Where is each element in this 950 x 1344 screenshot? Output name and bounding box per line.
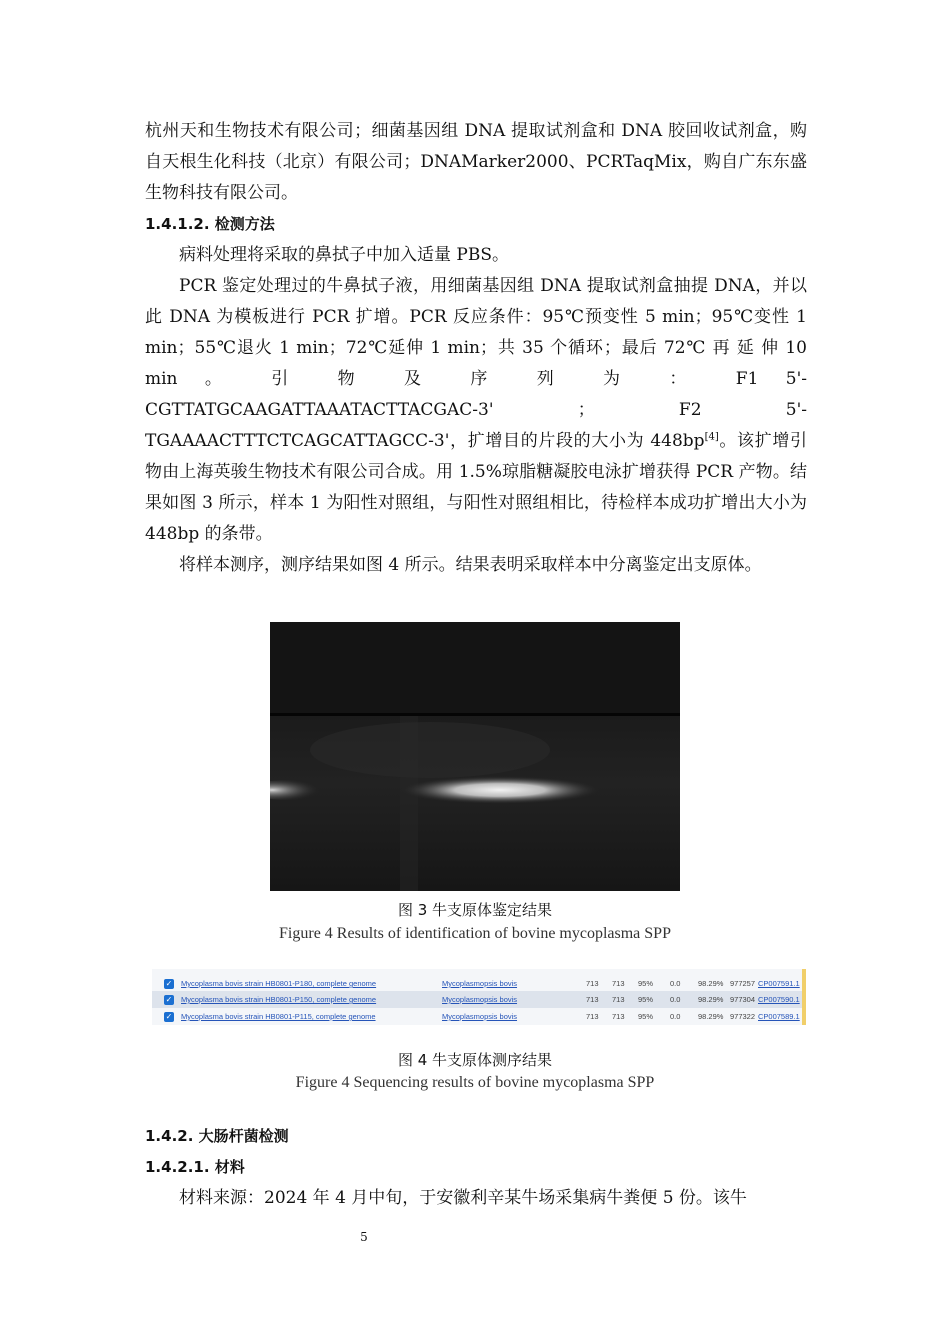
- accession-length: 977304: [730, 995, 756, 1004]
- citation: [4]: [704, 431, 719, 443]
- heading-ecoli-detection: 1.4.2. 大肠杆菌检测: [145, 1127, 289, 1145]
- paragraph-sequencing: 将样本测序，测序结果如图 4 所示。结果表明采取样本中分离鉴定出支原体。: [179, 555, 762, 575]
- paragraph-pcr-primer1: CGTTATGCAAGATTAAATACTTACGAC-3' ； F2 5'-: [145, 400, 807, 420]
- paragraph-sample-processing: 病料处理将采取的鼻拭子中加入适量 PBS。: [179, 245, 509, 265]
- scrollbar[interactable]: [802, 969, 806, 1025]
- total-score: 713: [612, 1012, 625, 1021]
- paragraph-pcr-part2: [145, 426, 807, 550]
- percent-identity: 98.29%: [698, 979, 724, 988]
- heading-detection-method: 1.4.1.2. 检测方法: [145, 215, 275, 233]
- max-score: 713: [586, 979, 599, 988]
- paragraph-material-source: 材料来源：2024 年 4 月中旬，于安徽利辛某牛场采集病牛粪便 5 份。该牛: [179, 1188, 747, 1208]
- gel-electrophoresis-image: [270, 622, 680, 891]
- total-score: 713: [612, 979, 625, 988]
- table-row[interactable]: [152, 1008, 802, 1025]
- result-description-link[interactable]: Mycoplasma bovis strain HB0801-P180, complete genome: [181, 979, 377, 988]
- e-value: 0.0: [670, 1012, 681, 1021]
- checkbox-checked-icon[interactable]: ✓: [165, 1011, 173, 1021]
- query-cover: 95%: [638, 1012, 654, 1021]
- percent-identity: 98.29%: [698, 995, 724, 1004]
- scientific-name-link[interactable]: Mycoplasmopsis bovis: [442, 979, 518, 988]
- scientific-name-link[interactable]: Mycoplasmopsis bovis: [442, 1012, 518, 1021]
- primer2-text: TGAAAACTTTCTCAGCATTAGCC-3'，扩增目的片段的大小为 448bp: [145, 431, 705, 451]
- accession-length: 977322: [730, 1012, 756, 1021]
- e-value: 0.0: [670, 995, 681, 1004]
- result-description-link[interactable]: Mycoplasma bovis strain HB0801-P150, complete genome: [181, 995, 377, 1004]
- sequencing-results-table: [152, 969, 806, 1025]
- max-score: 713: [586, 1012, 599, 1021]
- table-row[interactable]: [152, 975, 802, 992]
- heading-materials: 1.4.2.1. 材料: [145, 1158, 245, 1176]
- pcr-result-text: 。该扩增引物由上海英骏生物技术有限公司合成。用 1.5%琼脂糖凝胶电泳扩增获得 PCR 产物。结果如图 3 所示，样本 1 为阳性对照组，与阳性对照组相比，待检样本成功扩增出大小为 448bp 的条带。: [145, 431, 808, 544]
- page-number: 5: [360, 1230, 368, 1244]
- accession-length: 977257: [730, 979, 756, 988]
- figure4-caption-cn: 图 4 牛支原体测序结果: [397, 1051, 553, 1069]
- query-cover: 95%: [638, 979, 654, 988]
- figure4-caption-en: Figure 4 Sequencing results of bovine mycoplasma SPP: [295, 1074, 655, 1091]
- table-row[interactable]: [152, 991, 802, 1008]
- scientific-name-link[interactable]: Mycoplasmopsis bovis: [442, 995, 518, 1004]
- accession-link[interactable]: CP007589.1: [758, 1012, 800, 1021]
- e-value: 0.0: [670, 979, 681, 988]
- checkbox-checked-icon[interactable]: ✓: [165, 994, 173, 1004]
- document-body: [145, 116, 807, 581]
- paragraph-materials: 杭州天和生物技术有限公司；细菌基因组 DNA 提取试剂盒和 DNA 胶回收试剂盒，购自天根生化科技（北京）有限公司；DNAMarker2000、PCRTaqMix，购自广东东盛生物科技有限公司。: [145, 121, 807, 203]
- total-score: 713: [612, 995, 625, 1004]
- percent-identity: 98.29%: [698, 1012, 724, 1021]
- query-cover: 95%: [638, 995, 654, 1004]
- max-score: 713: [586, 995, 599, 1004]
- checkbox-checked-icon[interactable]: ✓: [165, 978, 173, 988]
- accession-link[interactable]: CP007591.1: [758, 979, 800, 988]
- figure3-caption-cn: 图 3 牛支原体鉴定结果: [397, 901, 553, 919]
- paragraph-pcr-part1: PCR 鉴定处理过的牛鼻拭子液，用细菌基因组 DNA 提取试剂盒抽提 DNA，并以此 DNA 为模板进行 PCR 扩增。PCR 反应条件：95℃预变性 5 min；95℃变性 1 min；55℃退火 1 min；72℃延伸 1 min；共 35 个循环；最后 72℃ 再 延 伸 10 min 。 引 物 及 序 列 为 ： F1 5'-: [145, 276, 807, 389]
- accession-link[interactable]: CP007590.1: [758, 995, 800, 1004]
- figure3-caption-en: Figure 4 Results of identification of bovine mycoplasma SPP: [279, 925, 671, 942]
- result-description-link[interactable]: Mycoplasma bovis strain HB0801-P115, complete genome: [181, 1012, 376, 1021]
- document-body-lower: [145, 1121, 807, 1214]
